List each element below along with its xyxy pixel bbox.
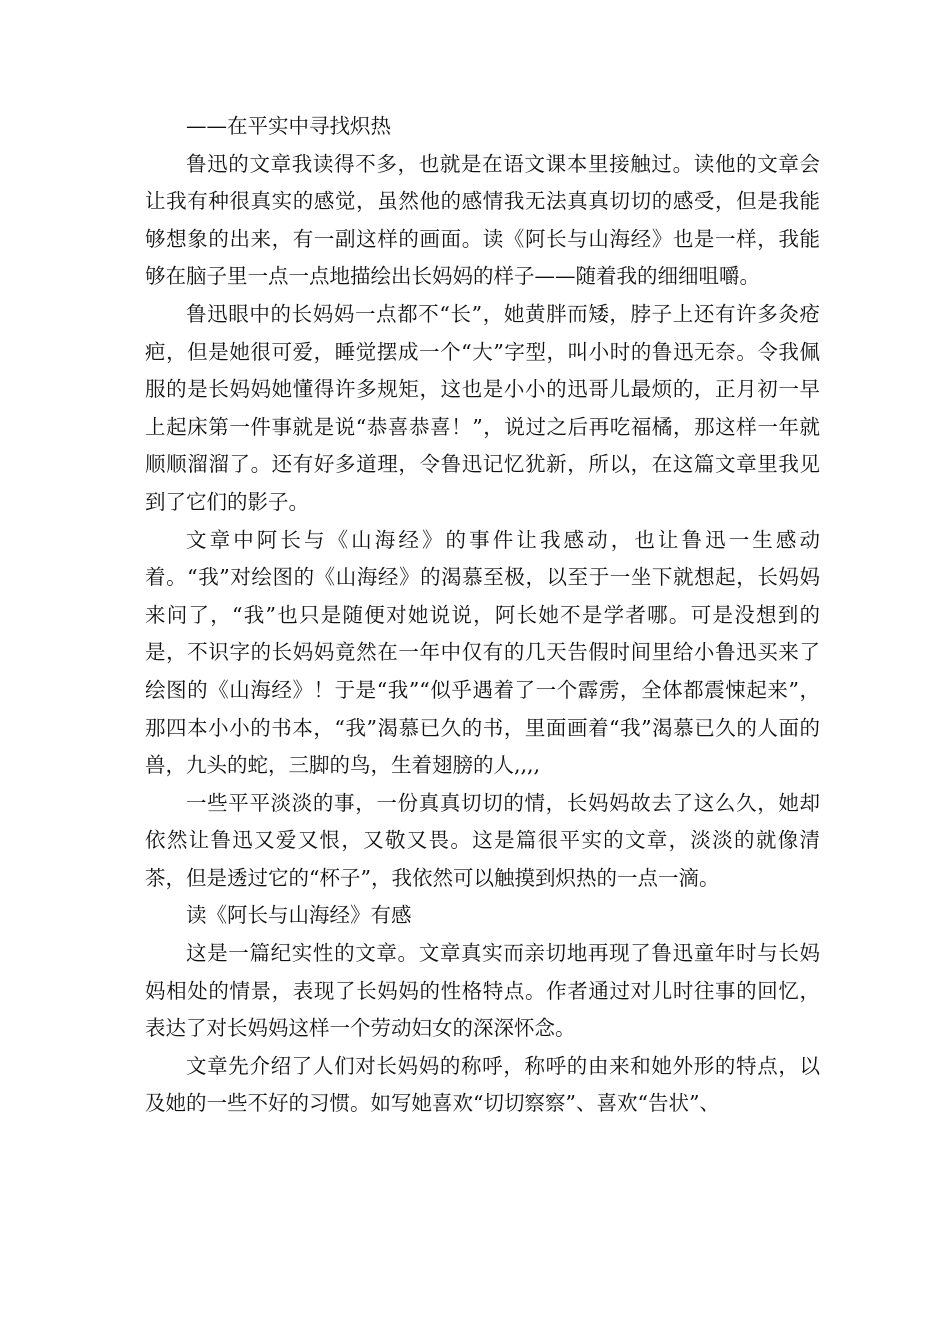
paragraph: 鲁迅眼中的长妈妈一点都不“长”，她黄胖而矮，脖子上还有许多灸疮疤，但是她很可爱，睡觉摆成一个“大”字型，叫小时的鲁迅无奈。令我佩服的是长妈妈她懂得许多规矩，这也是小小的迅哥儿最烦的，正月初一早上起床第一件事就是说“恭喜恭喜！”，说过之后再吃福橘，那这样一年就顺顺溜溜了。还有好多道理，令鲁迅记忆犹新，所以，在这篇文章里我见到了它们的影子。 — [145, 301, 820, 514]
paragraph: 这是一篇纪实性的文章。文章真实而亲切地再现了鲁迅童年时与长妈妈相处的情景，表现了长妈妈的性格特点。作者通过对儿时往事的回忆，表达了对长妈妈这样一个劳动妇女的深深怀念。 — [145, 941, 820, 1041]
section-title: 读《阿长与山海经》有感 — [186, 903, 412, 928]
paragraph: 一些平平淡淡的事，一份真真切切的情，长妈妈故去了这么久，她却依然让鲁迅又爱又恨，又敬又畏。这是篇很平实的文章，淡淡的就像清茶，但是透过它的“杯子”，我依然可以触摸到炽热的一点一滴。 — [145, 790, 820, 890]
paragraph: 文章中阿长与《山海经》的事件让我感动，也让鲁迅一生感动着。“我”对绘图的《山海经》的渴慕至极，以至于一坐下就想起，长妈妈来问了，“我”也只是随便对她说说，阿长她不是学者哪。可是没想到的是，不识字的长妈妈竟然在一年中仅有的几天告假时间里给小鲁迅买来了绘图的《山海经》！于是“我”“似乎遇着了一个霹雳，全体都震悚起来”，那四本小小的书本，“我”渴慕已久的书，里面画着“我”渴慕已久的人面的兽，九头的蛇，三脚的鸟，生着翅膀的人,,,, — [145, 527, 820, 778]
subtitle: ——在平实中寻找炽热 — [186, 114, 391, 138]
document-body — [145, 108, 820, 1123]
paragraph: 文章先介绍了人们对长妈妈的称呼，称呼的由来和她外形的特点，以及她的一些不好的习惯。如写她喜欢“切切察察”、喜欢“告状”、 — [145, 1053, 820, 1116]
paragraph: 鲁迅的文章我读得不多，也就是在语文课本里接触过。读他的文章会让我有种很真实的感觉，虽然他的感情我无法真真切切的感受，但是我能够想象的出来，有一副这样的画面。读《阿长与山海经》也是一样，我能够在脑子里一点一点地描绘出长妈妈的样子——随着我的细细咀嚼。 — [145, 151, 820, 289]
